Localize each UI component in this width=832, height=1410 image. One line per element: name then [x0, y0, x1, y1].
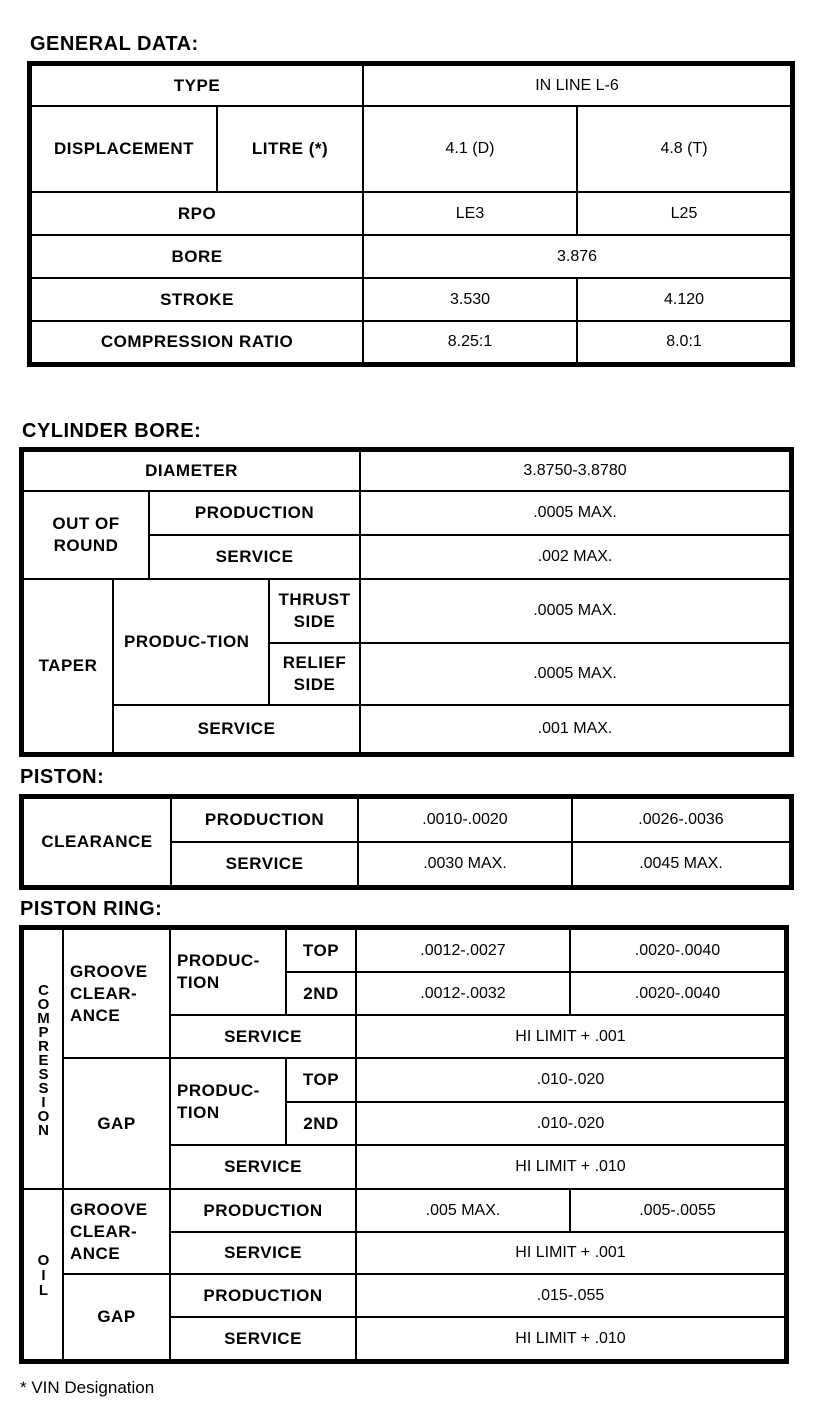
oil-groove-service-label: SERVICE: [170, 1232, 356, 1274]
displacement-t: 4.8 (T): [577, 106, 791, 192]
piston-production-d: .0010-.0020: [358, 798, 572, 842]
comp-gap-2nd-value: .010-.020: [356, 1102, 785, 1145]
general-data-table: [30, 64, 792, 364]
compression-label: [23, 929, 63, 1189]
piston-ring-table: [22, 928, 786, 1361]
rpo-t: L25: [577, 192, 791, 235]
comp-gap-top-value: .010-.020: [356, 1058, 785, 1102]
bore-label: BORE: [31, 235, 363, 278]
oor-service-label: SERVICE: [149, 535, 360, 579]
displacement-label: DISPLACEMENT: [31, 106, 217, 192]
type-label: TYPE: [31, 65, 363, 106]
general-data-title: GENERAL DATA:: [30, 33, 199, 55]
stroke-d: 3.530: [363, 278, 577, 321]
comp-groove-top-d: .0012-.0027: [356, 929, 570, 972]
oor-production-label: PRODUCTION: [149, 491, 360, 535]
rpo-label: RPO: [31, 192, 363, 235]
thrust-side-label: THRUST SIDE: [269, 579, 360, 643]
type-value: IN LINE L-6: [363, 65, 791, 106]
comp-gap-2nd-label: 2ND: [286, 1102, 356, 1145]
comp-groove-clearance-label: GROOVE CLEAR-ANCE: [63, 929, 170, 1058]
rpo-d: LE3: [363, 192, 577, 235]
oil-gap-label: GAP: [63, 1274, 170, 1360]
oil-gap-service-value: HI LIMIT + .010: [356, 1317, 785, 1360]
diameter-label: DIAMETER: [23, 451, 360, 491]
thrust-side-value: .0005 MAX.: [360, 579, 790, 643]
taper-production-label: PRODUC-TION: [113, 579, 269, 705]
diameter-value: 3.8750-3.8780: [360, 451, 790, 491]
oil-vertical-text: OIL: [35, 1252, 52, 1297]
oil-groove-production-t: .005-.0055: [570, 1189, 785, 1232]
cylinder-bore-title: CYLINDER BORE:: [22, 420, 202, 442]
compression-vertical-text: COMPRESSION: [35, 982, 52, 1136]
piston-ring-title: PISTON RING:: [20, 898, 163, 920]
piston-production-label: PRODUCTION: [171, 798, 358, 842]
comp-groove-2nd-label: 2ND: [286, 972, 356, 1015]
clearance-label: CLEARANCE: [23, 798, 171, 886]
oil-groove-clearance-label: GROOVE CLEAR-ANCE: [63, 1189, 170, 1274]
oil-gap-production-value: .015-.055: [356, 1274, 785, 1317]
comp-gap-label: GAP: [63, 1058, 170, 1189]
comp-groove-production-label: PRODUC-TION: [170, 929, 286, 1015]
comp-gap-top-label: TOP: [286, 1058, 356, 1102]
oil-groove-production-d: .005 MAX.: [356, 1189, 570, 1232]
relief-side-value: .0005 MAX.: [360, 643, 790, 705]
oor-service-value: .002 MAX.: [360, 535, 790, 579]
comp-gap-service-label: SERVICE: [170, 1145, 356, 1189]
piston-table: [22, 797, 791, 887]
comp-groove-2nd-d: .0012-.0032: [356, 972, 570, 1015]
piston-service-label: SERVICE: [171, 842, 358, 886]
oil-label: [23, 1189, 63, 1360]
oil-gap-service-label: SERVICE: [170, 1317, 356, 1360]
compression-ratio-d: 8.25:1: [363, 321, 577, 363]
relief-side-label: RELIEF SIDE: [269, 643, 360, 705]
stroke-label: STROKE: [31, 278, 363, 321]
oil-gap-production-label: PRODUCTION: [170, 1274, 356, 1317]
bore-value: 3.876: [363, 235, 791, 278]
out-of-round-label: OUT OF ROUND: [23, 491, 149, 579]
comp-groove-top-label: TOP: [286, 929, 356, 972]
comp-groove-service-value: HI LIMIT + .001: [356, 1015, 785, 1058]
footnote: * VIN Designation: [20, 1378, 155, 1397]
piston-production-t: .0026-.0036: [572, 798, 790, 842]
comp-gap-production-label: PRODUC-TION: [170, 1058, 286, 1145]
taper-service-value: .001 MAX.: [360, 705, 790, 753]
stroke-t: 4.120: [577, 278, 791, 321]
compression-ratio-label: COMPRESSION RATIO: [31, 321, 363, 363]
compression-ratio-t: 8.0:1: [577, 321, 791, 363]
litre-label: LITRE (*): [217, 106, 363, 192]
taper-service-label: SERVICE: [113, 705, 360, 753]
piston-service-d: .0030 MAX.: [358, 842, 572, 886]
piston-title: PISTON:: [20, 766, 105, 788]
piston-service-t: .0045 MAX.: [572, 842, 790, 886]
comp-groove-2nd-t: .0020-.0040: [570, 972, 785, 1015]
comp-groove-top-t: .0020-.0040: [570, 929, 785, 972]
taper-label: TAPER: [23, 579, 113, 753]
oil-groove-production-label: PRODUCTION: [170, 1189, 356, 1232]
comp-gap-service-value: HI LIMIT + .010: [356, 1145, 785, 1189]
cylinder-bore-table: [22, 450, 791, 754]
oil-groove-service-value: HI LIMIT + .001: [356, 1232, 785, 1274]
oor-production-value: .0005 MAX.: [360, 491, 790, 535]
comp-groove-service-label: SERVICE: [170, 1015, 356, 1058]
displacement-d: 4.1 (D): [363, 106, 577, 192]
